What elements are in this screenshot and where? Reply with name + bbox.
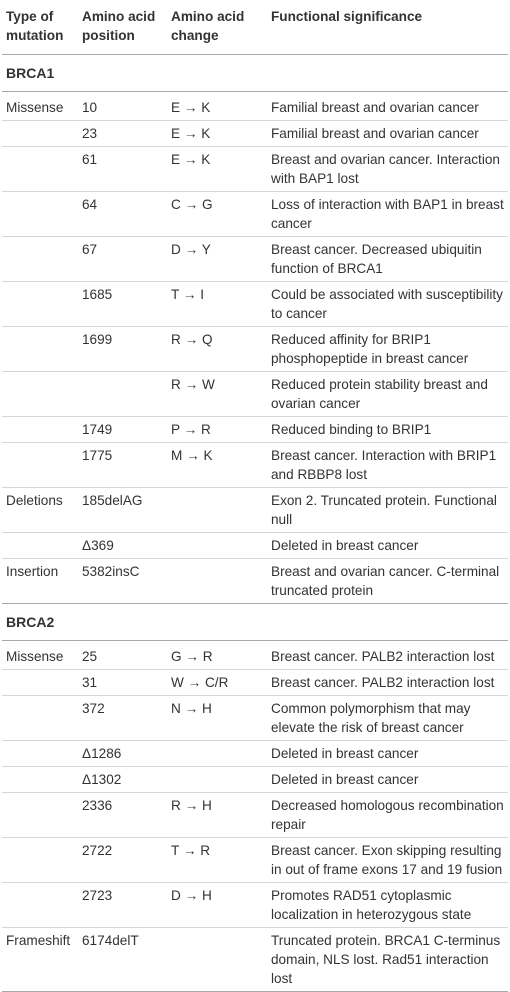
cell-position: 1749: [78, 417, 167, 443]
cell-change: [167, 928, 267, 992]
table-row: [2, 147, 508, 192]
cell-type: [2, 443, 78, 488]
cell-change: E → K: [167, 92, 267, 121]
cell-type: [2, 417, 78, 443]
table-row: [2, 883, 508, 928]
section-title: BRCA1: [2, 55, 508, 92]
section-title: BRCA2: [2, 604, 508, 641]
cell-position: Δ1286: [78, 741, 167, 767]
table-header: [2, 0, 508, 55]
table-row: [2, 533, 508, 559]
cell-significance: Truncated protein. BRCA1 C-terminus domain, NLS lost. Rad51 interaction lost: [267, 928, 508, 992]
cell-change: [167, 741, 267, 767]
cell-change: G → R: [167, 641, 267, 670]
table-row: [2, 282, 508, 327]
cell-position: 2723: [78, 883, 167, 928]
cell-change: T → I: [167, 282, 267, 327]
cell-significance: Breast cancer. Decreased ubiquitin function of BRCA1: [267, 237, 508, 282]
header-amino-acid-position: Amino acid position: [78, 0, 167, 55]
cell-significance: Decreased homologous recombination repair: [267, 793, 508, 838]
cell-type: [2, 147, 78, 192]
table-row: [2, 767, 508, 793]
cell-position: 6174delT: [78, 928, 167, 992]
table-row: [2, 696, 508, 741]
cell-change: E → K: [167, 147, 267, 192]
cell-change: [167, 559, 267, 604]
table-row: [2, 670, 508, 696]
cell-change: W → C/R: [167, 670, 267, 696]
cell-change: [167, 533, 267, 559]
cell-change: D → Y: [167, 237, 267, 282]
cell-significance: Familial breast and ovarian cancer: [267, 92, 508, 121]
cell-significance: Breast cancer. Interaction with BRIP1 and RBBP8 lost: [267, 443, 508, 488]
cell-significance: Exon 2. Truncated protein. Functional null: [267, 488, 508, 533]
section-header-row: [2, 55, 508, 92]
cell-type: [2, 838, 78, 883]
cell-position: 372: [78, 696, 167, 741]
cell-position: 64: [78, 192, 167, 237]
cell-significance: Breast and ovarian cancer. C-terminal truncated protein: [267, 559, 508, 604]
table-row: [2, 443, 508, 488]
cell-type: [2, 121, 78, 147]
table-row: [2, 741, 508, 767]
cell-significance: Breast cancer. PALB2 interaction lost: [267, 641, 508, 670]
cell-significance: Breast and ovarian cancer. Interaction with BAP1 lost: [267, 147, 508, 192]
cell-type: [2, 282, 78, 327]
cell-type: [2, 670, 78, 696]
header-row: [2, 0, 508, 55]
cell-position: 23: [78, 121, 167, 147]
cell-type: [2, 237, 78, 282]
cell-significance: Promotes RAD51 cytoplasmic localization in heterozygous state: [267, 883, 508, 928]
table-row: [2, 121, 508, 147]
cell-position: 1685: [78, 282, 167, 327]
cell-type: [2, 767, 78, 793]
table-row: [2, 417, 508, 443]
table-row: [2, 237, 508, 282]
table-row: [2, 92, 508, 121]
cell-type: Insertion: [2, 559, 78, 604]
cell-position: [78, 372, 167, 417]
cell-significance: Deleted in breast cancer: [267, 767, 508, 793]
cell-type: [2, 883, 78, 928]
cell-change: D → H: [167, 883, 267, 928]
table-row: [2, 928, 508, 992]
cell-position: 5382insC: [78, 559, 167, 604]
cell-type: [2, 192, 78, 237]
table-row: [2, 372, 508, 417]
cell-change: C → G: [167, 192, 267, 237]
cell-type: Missense: [2, 92, 78, 121]
cell-significance: Reduced protein stability breast and ovarian cancer: [267, 372, 508, 417]
cell-position: 1775: [78, 443, 167, 488]
cell-position: 10: [78, 92, 167, 121]
table-body: [2, 55, 508, 992]
mutations-table: [2, 0, 508, 992]
table-row: [2, 192, 508, 237]
cell-significance: Breast cancer. PALB2 interaction lost: [267, 670, 508, 696]
cell-change: R → H: [167, 793, 267, 838]
cell-position: 2722: [78, 838, 167, 883]
table-row: [2, 559, 508, 604]
header-functional-significance: Functional significance: [267, 0, 508, 55]
cell-type: [2, 533, 78, 559]
cell-significance: Loss of interaction with BAP1 in breast cancer: [267, 192, 508, 237]
cell-change: T → R: [167, 838, 267, 883]
table-row: [2, 838, 508, 883]
cell-type: Missense: [2, 641, 78, 670]
cell-change: M → K: [167, 443, 267, 488]
cell-change: N → H: [167, 696, 267, 741]
header-amino-acid-change: Amino acid change: [167, 0, 267, 55]
cell-significance: Could be associated with susceptibility to cancer: [267, 282, 508, 327]
cell-change: [167, 767, 267, 793]
cell-change: R → W: [167, 372, 267, 417]
header-type-of-mutation: Type of mutation: [2, 0, 78, 55]
cell-position: 67: [78, 237, 167, 282]
cell-position: 25: [78, 641, 167, 670]
cell-significance: Deleted in breast cancer: [267, 741, 508, 767]
cell-significance: Reduced binding to BRIP1: [267, 417, 508, 443]
cell-significance: Reduced affinity for BRIP1 phosphopeptide in breast cancer: [267, 327, 508, 372]
cell-significance: Breast cancer. Exon skipping resulting in out of frame exons 17 and 19 fusion: [267, 838, 508, 883]
table-row: [2, 488, 508, 533]
cell-type: [2, 741, 78, 767]
cell-type: [2, 793, 78, 838]
cell-change: R → Q: [167, 327, 267, 372]
table-row: [2, 793, 508, 838]
cell-type: Deletions: [2, 488, 78, 533]
cell-type: [2, 327, 78, 372]
cell-type: [2, 372, 78, 417]
cell-position: 2336: [78, 793, 167, 838]
cell-position: 31: [78, 670, 167, 696]
cell-change: [167, 488, 267, 533]
table-row: [2, 327, 508, 372]
cell-change: E → K: [167, 121, 267, 147]
section-header-row: [2, 604, 508, 641]
cell-type: Frameshift: [2, 928, 78, 992]
cell-position: 61: [78, 147, 167, 192]
cell-position: Δ369: [78, 533, 167, 559]
cell-position: 185delAG: [78, 488, 167, 533]
cell-position: 1699: [78, 327, 167, 372]
cell-position: Δ1302: [78, 767, 167, 793]
cell-change: P → R: [167, 417, 267, 443]
cell-significance: Familial breast and ovarian cancer: [267, 121, 508, 147]
table-row: [2, 641, 508, 670]
cell-significance: Common polymorphism that may elevate the risk of breast cancer: [267, 696, 508, 741]
cell-type: [2, 696, 78, 741]
cell-significance: Deleted in breast cancer: [267, 533, 508, 559]
